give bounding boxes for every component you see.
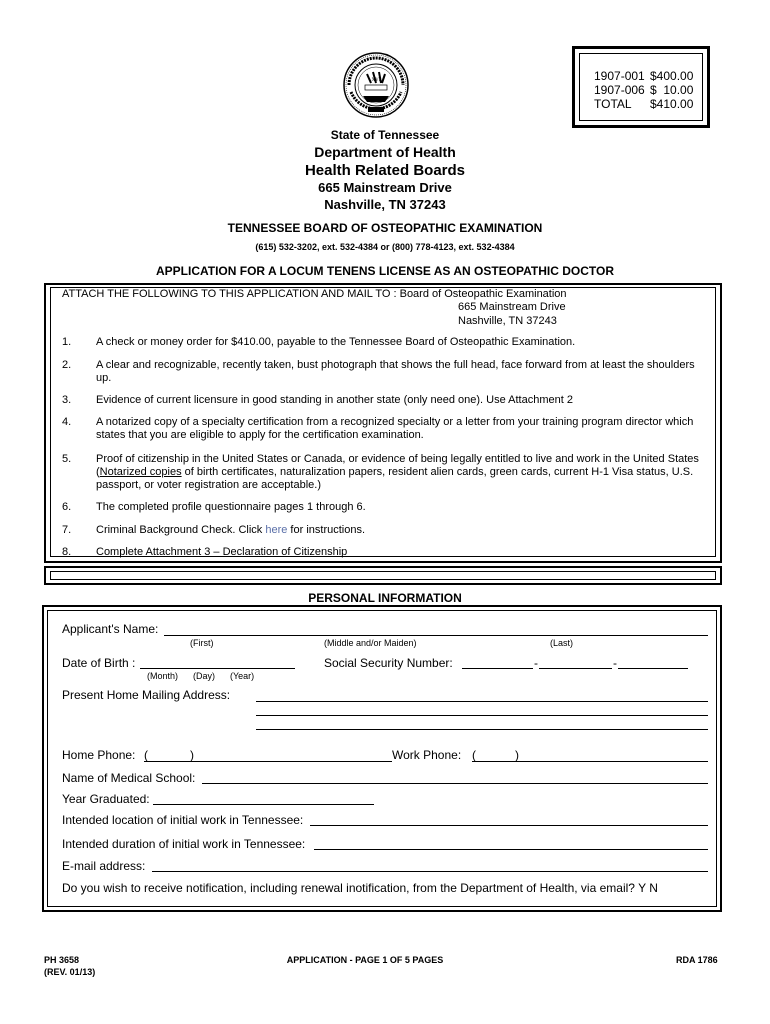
fee-code: 1907-001 xyxy=(594,69,645,83)
email-field[interactable] xyxy=(152,871,708,872)
address-line3-field[interactable] xyxy=(256,729,708,730)
ssn-label: Social Security Number: xyxy=(324,656,453,670)
item-text-part: for instructions. xyxy=(287,524,366,536)
address-label: Present Home Mailing Address: xyxy=(62,688,231,702)
item-text-part: of birth certificates, naturalization papers, resident alien cards, green cards, current H-1 Visa status, U.S. passport, or voter registration are acceptable.) xyxy=(96,466,694,491)
email-label: E-mail address: xyxy=(62,859,146,873)
state-name: State of Tennessee xyxy=(330,128,440,142)
item-text-part: Criminal Background Check. Click xyxy=(96,524,266,536)
area-code-open: ( xyxy=(472,748,476,762)
fee-row xyxy=(594,97,702,111)
empty-box xyxy=(44,566,722,585)
ssn-part3-field[interactable] xyxy=(618,668,688,669)
application-title: APPLICATION FOR A LOCUM TENENS LICENSE AS AN OSTEOPATHIC DOCTOR xyxy=(155,264,614,278)
list-item xyxy=(62,501,712,514)
intended-duration-label: Intended duration of initial work in Tennessee: xyxy=(62,837,306,851)
intended-location-field[interactable] xyxy=(310,825,708,826)
background-check-link[interactable]: here xyxy=(265,524,288,536)
applicant-name-label: Applicant's Name: xyxy=(62,622,159,636)
city-address: Nashville, TN 37243 xyxy=(324,197,446,212)
item-text xyxy=(96,453,712,492)
street-address: 665 Mainstream Drive xyxy=(318,180,452,195)
item-number: 3. xyxy=(62,394,72,406)
fee-code: 1907-006 xyxy=(594,83,645,97)
work-phone-field[interactable] xyxy=(472,761,708,762)
year-graduated-label: Year Graduated: xyxy=(62,792,150,806)
fee-row xyxy=(594,69,702,83)
medical-school-field[interactable] xyxy=(202,783,708,784)
notarized-copies-text: Notarized copies xyxy=(99,466,182,478)
item-text: Evidence of current licensure in good standing in another state (only need one). Use Attachment 2 xyxy=(96,394,573,406)
ssn-dash: - xyxy=(534,656,538,670)
list-item xyxy=(62,453,712,492)
email-notification-question[interactable]: Do you wish to receive notification, including renewal inotification, from the Department of Health, via email? Y N xyxy=(62,881,658,895)
item-number: 1. xyxy=(62,336,72,348)
last-name-caption: (Last) xyxy=(550,638,574,648)
item-number: 4. xyxy=(62,416,72,428)
fee-amount: $400.00 xyxy=(650,69,694,83)
board-title: TENNESSEE BOARD OF OSTEOPATHIC EXAMINATION xyxy=(227,221,543,235)
item-text: A clear and recognizable, recently taken, bust photograph that shows the full head, face forward from at least the shoulders up. xyxy=(96,359,695,384)
attach-intro: ATTACH THE FOLLOWING TO THIS APPLICATION AND MAIL TO : Board of Osteopathic Examination xyxy=(62,288,567,300)
item-number: 7. xyxy=(62,524,72,536)
revision-date: (REV. 01/13) xyxy=(44,967,96,977)
attach-address-street: 665 Mainstream Drive xyxy=(458,301,566,313)
item-number: 2. xyxy=(62,359,72,371)
home-phone-field[interactable] xyxy=(144,761,392,762)
year-graduated-field[interactable] xyxy=(153,804,374,805)
list-item xyxy=(62,416,712,442)
item-text xyxy=(96,524,712,537)
home-phone-label: Home Phone: xyxy=(62,748,136,762)
first-name-caption: (First) xyxy=(190,638,214,648)
form-number: PH 3658 xyxy=(44,955,80,965)
item-text: Complete Attachment 3 – Declaration of Citizenship xyxy=(96,546,348,558)
area-code-close: ) xyxy=(190,748,194,762)
year-caption: (Year) xyxy=(230,671,255,681)
ssn-dash: - xyxy=(613,656,617,670)
middle-name-caption: (Middle and/or Maiden) xyxy=(324,638,417,648)
area-code-close: ) xyxy=(515,748,519,762)
work-phone-label: Work Phone: xyxy=(392,748,462,762)
address-line2-field[interactable] xyxy=(256,715,708,716)
fee-total-label: TOTAL xyxy=(594,97,632,111)
item-number: 5. xyxy=(62,453,72,465)
applicant-name-field[interactable] xyxy=(164,635,708,636)
page-indicator: APPLICATION - PAGE 1 OF 5 PAGES xyxy=(286,955,444,965)
medical-school-label: Name of Medical School: xyxy=(62,771,196,785)
attach-address-city: Nashville, TN 37243 xyxy=(458,315,557,327)
item-text: A check or money order for $410.00, payable to the Tennessee Board of Osteopathic Examination. xyxy=(96,336,576,348)
boards-name: Health Related Boards xyxy=(304,162,466,179)
list-item xyxy=(62,336,712,349)
item-number: 8. xyxy=(62,546,72,558)
month-caption: (Month) xyxy=(147,671,179,681)
item-text-part: Proof of citizenship in the United States or Canada, or evidence of being legally entitled to live and work in the United States ( xyxy=(96,453,699,478)
item-text: A notarized copy of a specialty certification from a recognized specialty or a letter from your training program director which states that you are eligible to apply for the certification examination. xyxy=(96,416,694,441)
item-text: The completed profile questionnaire pages 1 through 6. xyxy=(96,501,366,513)
list-item xyxy=(62,524,712,537)
personal-info-heading: PERSONAL INFORMATION xyxy=(308,591,462,605)
list-item xyxy=(62,546,712,559)
dob-label: Date of Birth : xyxy=(62,656,136,670)
ssn-part2-field[interactable] xyxy=(539,668,612,669)
intended-location-label: Intended location of initial work in Tennessee: xyxy=(62,813,304,827)
rda-number: RDA 1786 xyxy=(676,955,718,965)
fee-amount: $ 10.00 xyxy=(650,83,694,97)
fee-total-amount: $410.00 xyxy=(650,97,694,111)
intended-duration-field[interactable] xyxy=(314,849,708,850)
svg-text:XVI: XVI xyxy=(371,78,381,83)
list-item xyxy=(62,359,712,385)
fee-table xyxy=(579,53,703,121)
day-caption: (Day) xyxy=(193,671,215,681)
department-name: Department of Health xyxy=(314,144,456,160)
list-item xyxy=(62,394,712,407)
fee-box xyxy=(572,46,710,128)
address-line1-field[interactable] xyxy=(256,701,708,702)
area-code-open: ( xyxy=(144,748,148,762)
item-number: 6. xyxy=(62,501,72,513)
state-seal-icon xyxy=(343,52,409,118)
ssn-part1-field[interactable] xyxy=(462,668,533,669)
phone-numbers: (615) 532-3202, ext. 532-4384 or (800) 778-4123, ext. 532-4384 xyxy=(255,242,515,252)
dob-field[interactable] xyxy=(140,668,295,669)
fee-row xyxy=(594,83,702,97)
